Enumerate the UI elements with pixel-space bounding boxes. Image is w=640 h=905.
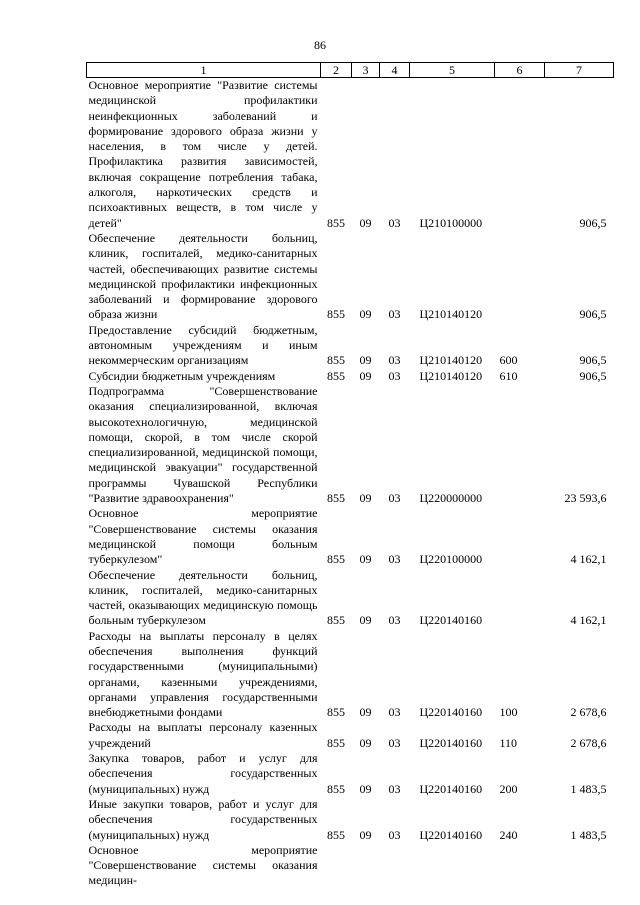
table-row [87, 231, 614, 323]
amount: 23 593,6 [564, 491, 607, 506]
subsection-code [380, 843, 410, 889]
table-row [87, 568, 614, 629]
row-name: Подпрограмма "Совершенствование оказания специализированной, включая высокотехнологичную, медицинской помощи, скорой, в том числе скорой специализированной, медицинской помощи, медицинской эвакуации" государственной программы Чувашской Республики "Развитие здравоохранения" [88, 383, 318, 506]
section-code: 09 [359, 827, 372, 842]
section-code: 09 [359, 781, 372, 796]
amount: 906,5 [579, 307, 607, 322]
target-article-code: Ц210140120 [419, 353, 483, 368]
target-article-code: Ц220000000 [419, 491, 483, 506]
table-row [87, 720, 614, 751]
target-article-code: Ц220140160 [419, 705, 483, 720]
amount: 4 162,1 [570, 552, 607, 567]
section-code: 09 [359, 705, 372, 720]
row-name: Обеспечение деятельности больниц, клиник, госпиталей, медико-санитарных частей, оказывающих медицинскую помощь больным туберкулезом [88, 567, 318, 628]
ministry-code: 855 [327, 735, 345, 750]
amount: 906,5 [579, 368, 607, 383]
target-article-code: Ц210100000 [419, 215, 483, 230]
subsection-code: 03 [388, 613, 401, 628]
subsection-code: 03 [388, 491, 401, 506]
target-article-code: Ц210140120 [419, 368, 483, 383]
table-row [87, 78, 614, 231]
amount: 4 162,1 [570, 613, 607, 628]
section-code: 09 [359, 613, 372, 628]
amount: 2 678,6 [570, 705, 607, 720]
expense-type-code: 200 [499, 781, 518, 796]
page-number: 86 [314, 38, 326, 52]
expense-type-code [495, 568, 545, 629]
row-name: Предоставление субсидий бюджетным, автономным учреждениям и иным некоммерческим организациям [88, 322, 318, 368]
column-header-6: 6 [495, 63, 545, 78]
column-header-3: 3 [352, 63, 380, 78]
budget-table [86, 62, 614, 889]
table-row [87, 751, 614, 797]
ministry-code: 855 [327, 827, 345, 842]
row-name: Обеспечение деятельности больниц, клиник, госпиталей, медико-санитарных частей, обеспечивающих развитие системы медицинской профилактики инфекционных заболеваний и формирование здорового образа жизни [88, 230, 318, 322]
amount: 906,5 [579, 353, 607, 368]
column-header-5: 5 [410, 63, 495, 78]
column-header-4: 4 [380, 63, 410, 78]
table-row [87, 369, 614, 384]
row-name: Субсидии бюджетным учреждениям [88, 368, 276, 383]
section-code: 09 [359, 552, 372, 567]
ministry-code: 855 [327, 552, 345, 567]
row-name: Основное мероприятие "Развитие системы медицинской профилактики неинфекционных заболеваний и формирование здорового образа жизни у населения, в том числе у детей. Профилактика развития зависимостей, включая сокращение потребления табака, алкоголя, наркотических средств и психоактивных веществ, в том числе у детей" [88, 78, 318, 230]
row-name: Иные закупки товаров, работ и услуг для обеспечения государственных (муниципальных) нужд [88, 796, 318, 842]
subsection-code: 03 [388, 353, 401, 368]
ministry-code: 855 [327, 368, 345, 383]
target-article-code: Ц220140160 [419, 827, 483, 842]
ministry-code: 855 [327, 353, 345, 368]
section-code: 09 [359, 491, 372, 506]
row-name: Расходы на выплаты персоналу казенных учреждений [88, 720, 318, 750]
row-name: Основное мероприятие "Совершенствование системы оказания медицин- [88, 842, 318, 888]
target-article-code: Ц220100000 [419, 552, 483, 567]
expense-type-code [495, 843, 545, 889]
target-article-code: Ц220140160 [419, 613, 483, 628]
subsection-code: 03 [388, 735, 401, 750]
subsection-code: 03 [388, 705, 401, 720]
table-row [87, 506, 614, 567]
table-row [87, 384, 614, 506]
subsection-code: 03 [388, 368, 401, 383]
expense-type-code: 600 [499, 353, 518, 368]
expense-type-code: 110 [499, 735, 518, 750]
table-row [87, 323, 614, 369]
expense-type-code [495, 384, 545, 506]
amount: 1 483,5 [570, 827, 607, 842]
amount [545, 843, 614, 889]
ministry-code: 855 [327, 215, 345, 230]
ministry-code: 855 [327, 491, 345, 506]
amount: 1 483,5 [570, 781, 607, 796]
row-name: Закупка товаров, работ и услуг для обеспечения государственных (муниципальных) нужд [88, 751, 318, 796]
target-article-code [410, 843, 495, 889]
ministry-code: 855 [327, 705, 345, 720]
subsection-code: 03 [388, 552, 401, 567]
ministry-code: 855 [327, 613, 345, 628]
table-row [87, 797, 614, 843]
section-code: 09 [359, 353, 372, 368]
amount: 906,5 [579, 215, 607, 230]
target-article-code: Ц220140160 [419, 735, 483, 750]
section-code: 09 [359, 368, 372, 383]
section-code: 09 [359, 215, 372, 230]
table-header-row [87, 63, 614, 78]
expense-type-code: 100 [499, 705, 518, 720]
table-row [87, 629, 614, 721]
subsection-code: 03 [388, 827, 401, 842]
row-name: Расходы на выплаты персоналу в целях обеспечения выполнения функций государственными (муниципальными) органами, казенными учреждениями, органами управления государственными внебюджетными фондами [88, 628, 318, 720]
expense-type-code: 240 [499, 827, 518, 842]
section-code: 09 [359, 735, 372, 750]
section-code [352, 843, 380, 889]
subsection-code: 03 [388, 215, 401, 230]
amount: 2 678,6 [570, 735, 607, 750]
expense-type-code [495, 506, 545, 567]
target-article-code: Ц220140160 [419, 781, 483, 796]
ministry-code: 855 [327, 307, 345, 322]
expense-type-code [495, 231, 545, 323]
column-header-1: 1 [87, 63, 321, 78]
expense-type-code [495, 78, 545, 231]
subsection-code: 03 [388, 307, 401, 322]
expense-type-code: 610 [499, 368, 518, 383]
column-header-7: 7 [545, 63, 614, 78]
table-row [87, 843, 614, 889]
target-article-code: Ц210140120 [419, 307, 483, 322]
subsection-code: 03 [388, 781, 401, 796]
section-code: 09 [359, 307, 372, 322]
ministry-code [321, 843, 352, 889]
column-header-2: 2 [321, 63, 352, 78]
table-body [87, 78, 614, 889]
row-name: Основное мероприятие "Совершенствование системы оказания медицинской помощи больным туберкулезом" [88, 506, 318, 567]
ministry-code: 855 [327, 781, 345, 796]
